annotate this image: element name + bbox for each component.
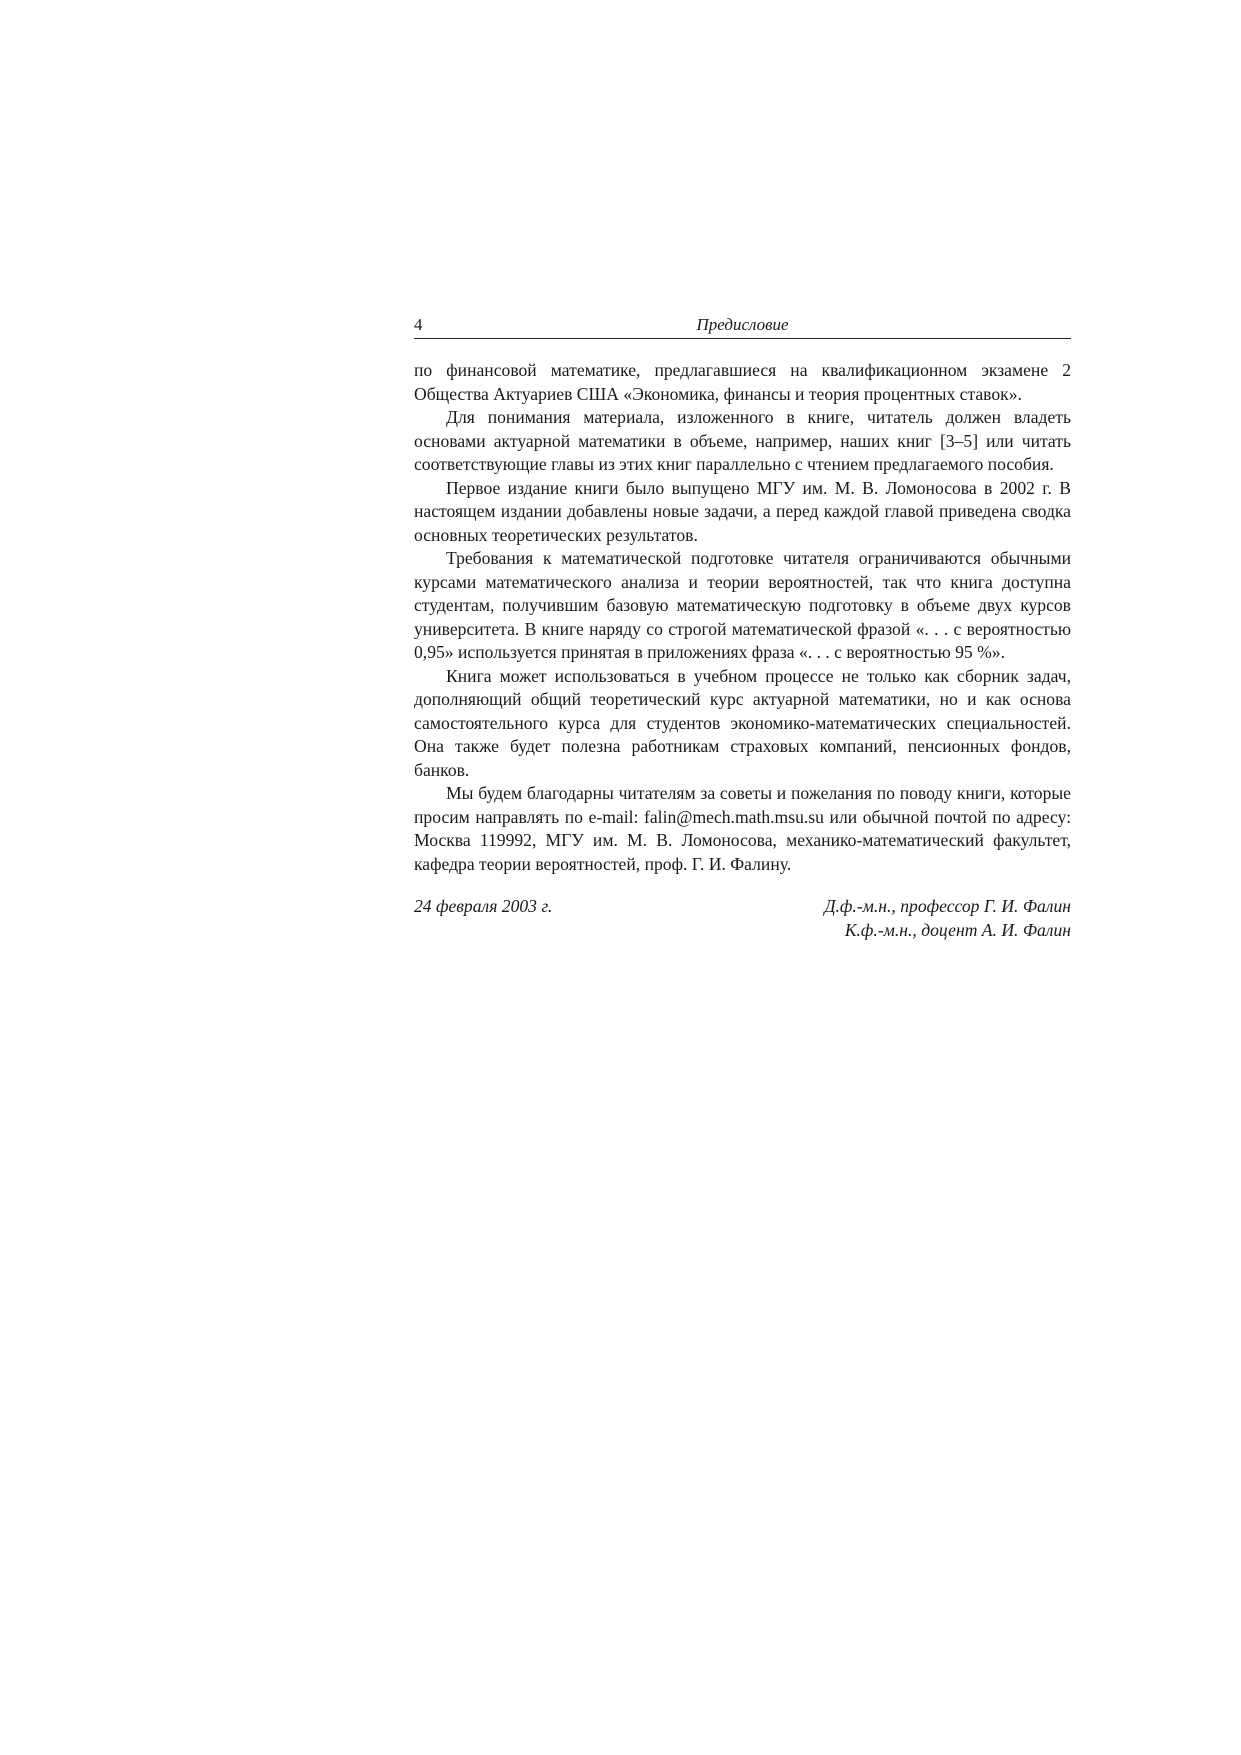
paragraph: Для понимания материала, изложенного в книге, читатель должен владеть основами актуарной математики в объеме, например, наших книг [3–5] или читать соответствующие главы из этих книг параллельно с чтением предлагаемого пособия. bbox=[414, 407, 1071, 474]
author-signature: К.ф.-м.н., доцент А. И. Фалин bbox=[844, 919, 1071, 940]
preface-date: 24 февраля 2003 г. bbox=[414, 896, 553, 916]
closing-block bbox=[414, 895, 1071, 942]
page-number: 4 bbox=[414, 315, 423, 334]
section-title: Предисловие bbox=[696, 315, 789, 334]
paragraph: Книга может использоваться в учебном процессе не только как сборник задач, дополняющий общий теоретический курс актуарной математики, но и как основа самостоятельного курса для студентов экономико-математических специальностей. Она также будет полезна работникам страховых компаний, пенсионных фондов, банков. bbox=[414, 665, 1071, 780]
author-signature: Д.ф.-м.н., профессор Г. И. Фалин bbox=[824, 896, 1071, 916]
document-page bbox=[414, 314, 1071, 942]
author-signatures bbox=[824, 895, 1071, 942]
header-rule bbox=[414, 338, 1071, 339]
paragraph: Мы будем благодарны читателям за советы и пожелания по поводу книги, которые просим направлять по e-mail: falin@mech.math.msu.su или обычной почтой по адресу: Москва 119992, МГУ им. М. В. Ломоносова, механико-математический факультет, кафедра теории вероятностей, проф. Г. И. Фалину. bbox=[414, 783, 1071, 874]
running-head bbox=[414, 314, 1071, 336]
paragraph-continued: по финансовой математике, предлагавшиеся на квалификационном экзамене 2 Общества Актуариев США «Экономика, финансы и теория процентных ставок». bbox=[414, 360, 1071, 404]
paragraph: Требования к математической подготовке читателя ограничиваются обычными курсами математического анализа и теории вероятностей, так что книга доступна студентам, получившим базовую математическую подготовку в объеме двух курсов университета. В книге наряду со строгой математической фразой «. . . с вероятностью 0,95» используется принятая в приложениях фраза «. . . с вероятностью 95 %». bbox=[414, 548, 1071, 662]
preface-body bbox=[414, 359, 1071, 876]
paragraph: Первое издание книги было выпущено МГУ им. М. В. Ломоносова в 2002 г. В настоящем издании добавлены новые задачи, а перед каждой главой приведена сводка основных теоретических результатов. bbox=[414, 477, 1071, 545]
